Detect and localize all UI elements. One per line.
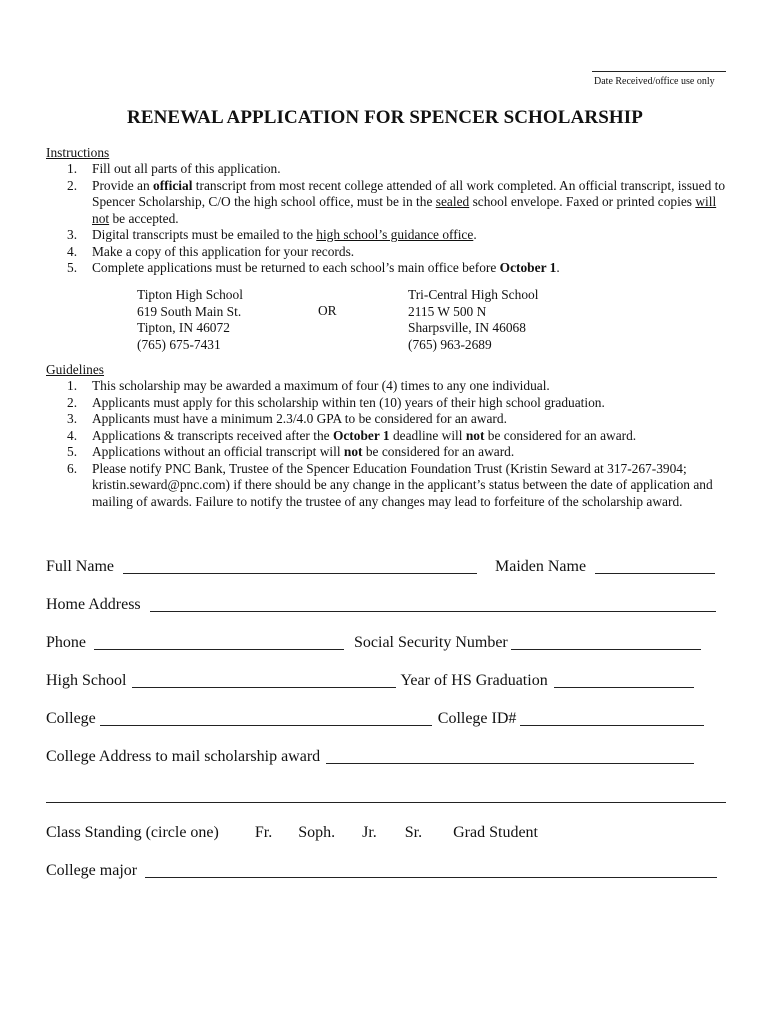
list-item: 4. Make a copy of this application for your records.	[67, 243, 355, 259]
maiden-name-field[interactable]	[595, 559, 715, 574]
list-item: 5. Complete applications must be returned to each school’s main office before October 1.	[67, 260, 560, 275]
college-major-label: College major	[46, 862, 138, 879]
standing-option-grad[interactable]: Grad Student	[453, 824, 538, 841]
tri-central-address: Tri-Central High School 2115 W 500 N Sharpsville, IN 46068 (765) 963-2689	[408, 287, 539, 352]
college-row	[46, 710, 727, 728]
standing-option-soph[interactable]: Soph.	[298, 824, 336, 841]
college-address-label: College Address to mail scholarship award	[46, 748, 321, 765]
phone-row	[46, 634, 727, 652]
home-address-field[interactable]	[150, 597, 716, 612]
tipton-address: Tipton High School 619 South Main St. Tipton, IN 46072 (765) 675-7431	[137, 287, 243, 352]
college-address-line-2[interactable]	[46, 802, 726, 803]
or-label: OR	[318, 303, 337, 318]
hs-grad-year-label: Year of HS Graduation	[400, 672, 548, 689]
list-item: 6. Please notify PNC Bank, Trustee of the Spencer Education Foundation Trust (Kristin Seward at 317-267-3904; kristin.seward@pnc.com) if there should be any change in the applicant’s status between the date of application and mailing of awards. Failure to notify the trustee of any changes may lead to forfeiture of the scholarship award.	[67, 460, 713, 509]
college-field[interactable]	[100, 711, 432, 726]
office-use-line	[592, 71, 726, 72]
office-use-label: Date Received/office use only	[594, 76, 715, 87]
instructions-heading: Instructions	[46, 145, 110, 160]
full-name-field[interactable]	[123, 559, 477, 574]
college-major-row	[46, 862, 727, 880]
guidelines-list	[46, 378, 726, 510]
list-item: 1. This scholarship may be awarded a maximum of four (4) times to any one individual.	[67, 378, 550, 393]
page-title: RENEWAL APPLICATION FOR SPENCER SCHOLARSHIP	[127, 107, 643, 128]
list-item: 2. Applicants must apply for this scholarship within ten (10) years of their high school graduation.	[67, 394, 605, 410]
class-standing-label: Class Standing (circle one)	[46, 824, 219, 841]
high-school-row	[46, 672, 727, 690]
ssn-label: Social Security Number	[354, 634, 508, 651]
list-item: 1. Fill out all parts of this application.	[67, 161, 281, 176]
high-school-field[interactable]	[132, 673, 396, 688]
phone-label: Phone	[46, 634, 86, 651]
college-address-field[interactable]	[326, 749, 694, 764]
list-item: 5. Applications without an official transcript will not be considered for an award.	[67, 444, 515, 459]
high-school-label: High School	[46, 672, 127, 689]
list-item: 3. Digital transcripts must be emailed to the high school’s guidance office.	[67, 227, 477, 242]
phone-field[interactable]	[94, 635, 344, 650]
guidelines-heading: Guidelines	[46, 362, 105, 377]
class-standing-row	[46, 824, 727, 842]
college-id-label: College ID#	[437, 710, 517, 727]
full-name-row	[46, 558, 727, 576]
ssn-field[interactable]	[511, 635, 701, 650]
instructions-list	[46, 161, 726, 277]
standing-option-jr[interactable]: Jr.	[362, 824, 377, 841]
college-major-field[interactable]	[145, 863, 717, 878]
list-item: 2. Provide an official transcript from most recent college attended of all work completed. An official transcript, issued to Spencer Scholarship, C/O the high school office, must be in the sealed school envelope. Faxed or printed copies will not be accepted.	[67, 177, 726, 226]
hs-grad-year-field[interactable]	[554, 673, 694, 688]
standing-option-sr[interactable]: Sr.	[404, 824, 423, 841]
home-address-row	[46, 596, 727, 614]
maiden-name-label: Maiden Name	[495, 558, 587, 575]
full-name-label: Full Name	[46, 558, 114, 575]
list-item: 4. Applications & transcripts received after the October 1 deadline will not be considered for an award.	[67, 427, 637, 443]
standing-option-fr[interactable]: Fr.	[254, 824, 273, 841]
home-address-label: Home Address	[46, 596, 141, 613]
list-item: 3. Applicants must have a minimum 2.3/4.0 GPA to be considered for an award.	[67, 411, 507, 426]
college-label: College	[46, 710, 96, 727]
college-address-row	[46, 748, 727, 766]
college-id-field[interactable]	[520, 711, 704, 726]
